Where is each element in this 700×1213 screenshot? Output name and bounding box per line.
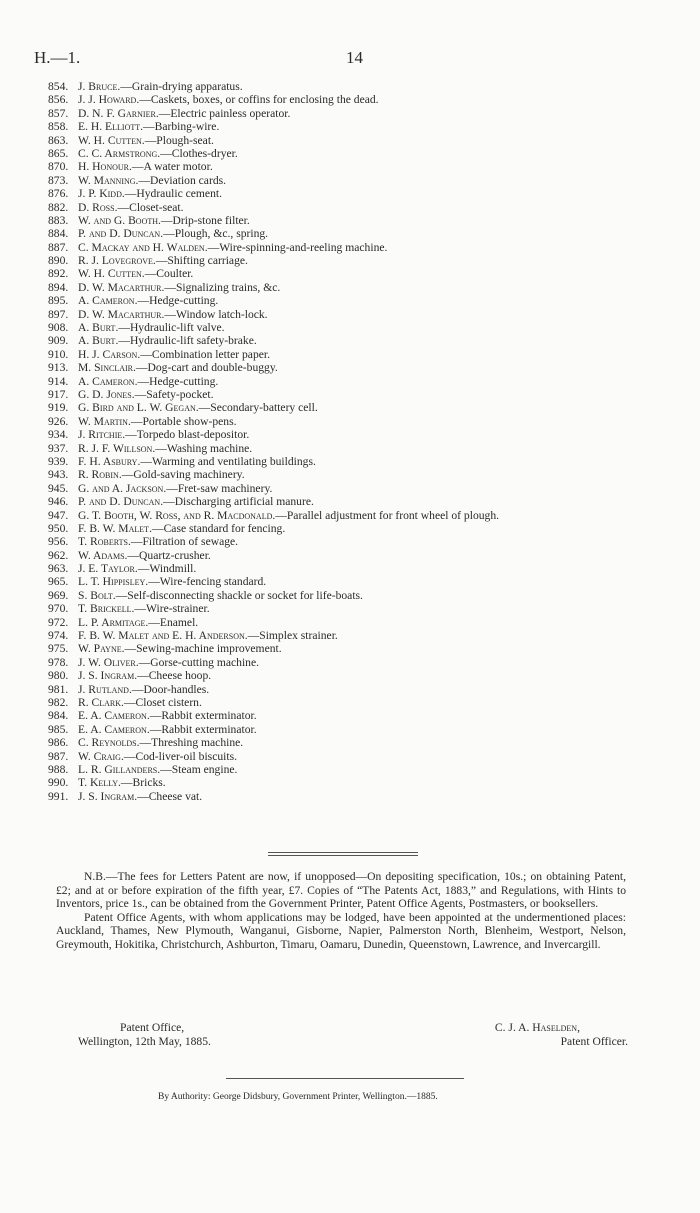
patent-entry	[48, 495, 678, 508]
entry-applicant: P. and D. Duncan	[78, 495, 161, 509]
entry-applicant: H. Honour	[78, 160, 129, 174]
entry-number: 981.	[48, 682, 69, 696]
entry-separator: .—	[118, 776, 133, 790]
entry-number: 987.	[48, 749, 69, 763]
entry-separator: .—	[133, 361, 148, 375]
entry-invention: Secondary-battery cell.	[210, 401, 318, 415]
patent-entry	[48, 93, 678, 106]
footer-rule	[226, 1078, 464, 1079]
entry-applicant: J. Ritchie	[78, 428, 123, 442]
entry-number: 894.	[48, 280, 69, 294]
entry-applicant: T. Roberts	[78, 535, 128, 549]
entry-applicant: J. S. Ingram	[78, 669, 135, 683]
entry-applicant: T. Brickell	[78, 602, 132, 616]
patent-entry	[48, 321, 678, 334]
patent-entry	[48, 535, 678, 548]
patent-entry	[48, 254, 678, 267]
entry-applicant: H. J. Carson	[78, 347, 138, 361]
patent-entry	[48, 147, 678, 160]
entry-invention: Clothes-dryer.	[171, 146, 238, 160]
entry-applicant: R. Clark	[78, 695, 122, 709]
entry-applicant: J. Bruce	[78, 80, 118, 93]
entry-invention: Closet cistern.	[135, 695, 202, 709]
entry-separator: .—	[121, 695, 136, 709]
entry-number: 895.	[48, 294, 69, 308]
entry-invention: Windmill.	[149, 562, 197, 576]
signature-block	[56, 1021, 628, 1051]
patent-entry	[48, 241, 678, 254]
patent-entry	[48, 80, 678, 93]
entry-applicant: L. P. Armitage	[78, 615, 146, 629]
entry-applicant: T. Kelly	[78, 776, 119, 790]
entry-number: 914.	[48, 374, 69, 388]
entry-invention: Wire-spinning-and-reeling machine.	[219, 240, 388, 254]
entry-number: 887.	[48, 240, 69, 254]
entry-separator: .—	[137, 347, 152, 361]
entry-applicant: R. J. Lovegrove	[78, 254, 153, 268]
patent-entry	[48, 227, 678, 240]
entry-invention: Fret-saw machinery.	[177, 481, 273, 495]
entry-separator: .—	[152, 254, 168, 268]
patent-entry	[48, 629, 678, 642]
entry-separator: .—	[160, 495, 175, 509]
entry-invention: Case standard for fencing.	[163, 521, 286, 535]
entry-invention: Coulter.	[156, 267, 194, 281]
entry-separator: .—	[114, 200, 130, 214]
officer-name: C. J. A. Haselden,	[494, 1021, 580, 1034]
entry-invention: Electric painless operator.	[170, 106, 291, 120]
entry-applicant: C. Mackay and H. Walden	[78, 240, 205, 254]
entry-invention: Safety-pocket.	[146, 387, 214, 401]
entry-separator: .—	[122, 428, 137, 442]
entry-applicant: W. Martin	[78, 414, 128, 428]
entry-separator: .—	[134, 669, 149, 683]
entry-separator: .—	[118, 468, 134, 482]
entry-separator: .—	[163, 481, 178, 495]
page-header	[34, 48, 664, 70]
entry-invention: Quartz-crusher.	[139, 548, 211, 562]
patent-entry	[48, 281, 678, 294]
entry-separator: .—	[145, 615, 160, 629]
entry-separator: .—	[146, 709, 162, 723]
entry-applicant: J. W. Oliver	[78, 655, 136, 669]
entry-separator: .—	[158, 213, 173, 227]
entry-separator: .—	[157, 762, 172, 776]
entry-number: 892.	[48, 267, 69, 281]
entry-number: 939.	[48, 454, 69, 468]
patent-entry	[48, 388, 678, 401]
entry-number: 910.	[48, 347, 69, 361]
entry-invention: Door-handles.	[143, 682, 210, 696]
entry-invention: Simplex strainer.	[259, 629, 338, 643]
entry-number: 913.	[48, 361, 69, 375]
entry-number: 965.	[48, 575, 69, 589]
entry-applicant: J. E. Taylor	[78, 562, 135, 576]
patent-entry	[48, 308, 678, 321]
printer-imprint: By Authority: George Didsbury, Government Printer, Wellington.—1885.	[158, 1092, 438, 1102]
patent-entry	[48, 642, 678, 655]
entry-separator: .—	[272, 508, 287, 522]
entry-invention: Hedge-cutting.	[149, 294, 219, 308]
entry-invention: Self-disconnecting shackle or socket for life-boats.	[127, 588, 363, 602]
entry-number: 870.	[48, 160, 69, 174]
entry-invention: Cheese vat.	[148, 789, 203, 803]
patent-entry	[48, 790, 678, 803]
entry-invention: Rabbit exterminator.	[161, 709, 257, 723]
entry-number: 972.	[48, 615, 69, 629]
entry-separator: .—	[161, 307, 176, 321]
entry-applicant: G. and A. Jackson	[78, 481, 164, 495]
entry-separator: .—	[136, 93, 151, 107]
entry-number: 883.	[48, 213, 69, 227]
entry-applicant: J. J. Howard	[78, 93, 137, 107]
entry-number: 908.	[48, 321, 69, 335]
patent-entry	[48, 750, 678, 763]
entry-separator: .—	[141, 267, 157, 281]
patent-entry	[48, 602, 678, 615]
entry-invention: Cheese hoop.	[148, 669, 212, 683]
entry-invention: Window latch-lock.	[175, 307, 268, 321]
entry-number: 943.	[48, 468, 69, 482]
entry-number: 990.	[48, 776, 69, 790]
entry-invention: Gorse-cutting machine.	[150, 655, 260, 669]
entry-number: 865.	[48, 146, 69, 160]
entry-number: 890.	[48, 254, 69, 268]
entry-number: 863.	[48, 133, 69, 147]
notes-section	[56, 870, 626, 952]
entry-applicant: R. J. F. Willson	[78, 441, 153, 455]
entry-separator: .—	[244, 629, 260, 643]
entry-separator: .—	[128, 682, 144, 696]
entry-invention: Portable show-pens.	[142, 414, 237, 428]
entry-number: 956.	[48, 535, 69, 549]
patent-entry	[48, 482, 678, 495]
patent-entry	[48, 267, 678, 280]
entry-applicant: D. Ross	[78, 200, 115, 214]
entry-applicant: W. Adams	[78, 548, 125, 562]
entry-separator: .—	[149, 521, 164, 535]
entry-separator: .—	[135, 655, 151, 669]
entry-number: 873.	[48, 173, 69, 187]
entry-invention: Threshing machine.	[151, 736, 244, 750]
entry-invention: Barbing-wire.	[154, 120, 220, 134]
entry-invention: Steam engine.	[171, 762, 238, 776]
entry-applicant: D. W. Macarthur	[78, 307, 162, 321]
patent-entry	[48, 509, 678, 522]
entry-number: 858.	[48, 120, 69, 134]
patent-entry	[48, 589, 678, 602]
section-divider	[268, 852, 418, 856]
patent-entry	[48, 562, 678, 575]
entry-separator: .—	[155, 106, 171, 120]
entry-applicant: W. and G. Booth	[78, 213, 159, 227]
entry-number: 975.	[48, 642, 69, 656]
entry-applicant: F. H. Asbury	[78, 454, 138, 468]
fees-note: N.B.—The fees for Letters Patent are now, if unopposed—On depositing specification, 10s.; on obtaining Patent, £2; and at or before expiration of the fifth year, £7. Copies of “The Patents Act, 1883,” and Regulations, with Hints to Inventors, price 1s., can be obtained from the Government Printer, Patent Office Agents, Postmasters, or booksellers.	[56, 870, 626, 911]
entry-applicant: W. Manning	[78, 173, 136, 187]
entry-number: 970.	[48, 602, 69, 616]
entry-invention: Rabbit exterminator.	[161, 722, 257, 736]
entry-number: 978.	[48, 655, 69, 669]
patent-entry	[48, 375, 678, 388]
entry-applicant: L. T. Hippisley	[78, 575, 146, 589]
entry-applicant: W. H. Cutten	[78, 267, 142, 281]
entry-invention: Cod-liver-oil biscuits.	[135, 749, 237, 763]
entry-separator: .—	[120, 749, 136, 763]
entry-separator: .—	[134, 374, 150, 388]
entry-separator: .—	[112, 588, 128, 602]
patent-entry	[48, 455, 678, 468]
patent-entry	[48, 656, 678, 669]
patent-entry	[48, 709, 678, 722]
officer-title: Patent Officer.	[560, 1035, 628, 1048]
place-date: Wellington, 12th May, 1885.	[78, 1035, 211, 1048]
entry-number: 969.	[48, 588, 69, 602]
entry-applicant: D. N. F. Garnier	[78, 106, 156, 120]
patent-entry	[48, 334, 678, 347]
entry-number: 876.	[48, 187, 69, 201]
entry-number: 917.	[48, 387, 69, 401]
entry-number: 947.	[48, 508, 69, 522]
entry-separator: .—	[124, 548, 140, 562]
patent-entry	[48, 575, 678, 588]
entry-applicant: G. Bird and L. W. Gegan	[78, 401, 196, 415]
entry-applicant: F. B. W. Malet and E. H. Anderson	[78, 629, 245, 643]
entry-separator: .—	[115, 334, 130, 348]
entry-separator: .—	[127, 535, 143, 549]
entry-invention: Signalizing trains, &c.	[175, 280, 281, 294]
entry-number: 950.	[48, 521, 69, 535]
entry-applicant: W. H. Cutten	[78, 133, 142, 147]
entry-number: 854.	[48, 80, 69, 93]
agents-note: Patent Office Agents, with whom applications may be lodged, have been appointed at the undermentioned places: Auckland, Thames, New Plymouth, Wanganui, Gisborne, Napier, Palmerston North, Blenheim, Westport, Nelson, Greymouth, Hokitika, Christchurch, Ashburton, Timaru, Oamaru, Dunedin, Queenstown, Lawrence, and Invercargill.	[56, 910, 626, 951]
entry-invention: Wire-strainer.	[146, 602, 210, 616]
entry-separator: .—	[136, 736, 152, 750]
entry-invention: Hydraulic-lift valve.	[129, 321, 225, 335]
entry-applicant: A. Cameron	[78, 374, 135, 388]
entry-separator: .—	[134, 789, 149, 803]
entry-invention: Hydraulic-lift safety-brake.	[129, 334, 257, 348]
entry-invention: Drip-stone filter.	[172, 213, 250, 227]
entry-invention: Hedge-cutting.	[149, 374, 219, 388]
entry-number: 857.	[48, 106, 69, 120]
patent-entry	[48, 107, 678, 120]
patent-entry	[48, 361, 678, 374]
patent-entry	[48, 348, 678, 361]
patent-entry	[48, 294, 678, 307]
entry-applicant: F. B. W. Malet	[78, 521, 150, 535]
office-name: Patent Office,	[120, 1021, 185, 1034]
entry-separator: .—	[127, 414, 143, 428]
patent-entry	[48, 549, 678, 562]
entry-number: 984.	[48, 709, 69, 723]
entry-applicant: C. Reynolds	[78, 736, 137, 750]
entry-number: 926.	[48, 414, 69, 428]
entry-separator: .—	[161, 280, 176, 294]
entry-number: 982.	[48, 695, 69, 709]
entry-number: 946.	[48, 495, 69, 509]
entry-separator: .—	[145, 575, 160, 589]
entry-number: 856.	[48, 93, 69, 107]
entry-number: 962.	[48, 548, 69, 562]
patent-entry	[48, 696, 678, 709]
entry-number: 974.	[48, 629, 69, 643]
patent-entry	[48, 120, 678, 133]
entry-invention: A water motor.	[143, 160, 213, 174]
entry-number: 985.	[48, 722, 69, 736]
entry-applicant: A. Cameron	[78, 294, 135, 308]
entry-separator: .—	[152, 441, 167, 455]
entry-separator: .—	[146, 722, 162, 736]
patent-entry	[48, 428, 678, 441]
entry-number: 963.	[48, 562, 69, 576]
entry-number: 882.	[48, 200, 69, 214]
entry-invention: Deviation cards.	[150, 173, 227, 187]
entry-separator: .—	[134, 562, 150, 576]
entry-separator: .—	[195, 401, 211, 415]
entry-applicant: W. Payne	[78, 642, 122, 656]
entry-number: 919.	[48, 401, 69, 415]
entry-applicant: J. S. Ingram	[78, 789, 135, 803]
entry-applicant: W. Craig	[78, 749, 121, 763]
entry-invention: Sewing-machine improvement.	[136, 642, 282, 656]
entry-invention: Shifting carriage.	[167, 254, 248, 268]
entry-invention: Wire-fencing standard.	[159, 575, 267, 589]
entry-applicant: D. W. Macarthur	[78, 280, 162, 294]
entry-invention: Discharging artificial manure.	[174, 495, 314, 509]
patent-entry	[48, 415, 678, 428]
entry-applicant: M. Sinclair	[78, 361, 133, 375]
entry-separator: .—	[121, 642, 137, 656]
entry-number: 991.	[48, 789, 69, 803]
entry-number: 884.	[48, 227, 69, 241]
entry-applicant: J. P. Kidd	[78, 187, 122, 201]
entry-separator: .—	[121, 187, 137, 201]
patent-entry	[48, 187, 678, 200]
entry-separator: .—	[131, 602, 147, 616]
entry-applicant: S. Bolt	[78, 588, 113, 602]
entry-number: 897.	[48, 307, 69, 321]
entry-separator: .—	[129, 160, 144, 174]
entry-invention: Closet-seat.	[129, 200, 184, 214]
entry-invention: Parallel adjustment for front wheel of plough.	[286, 508, 500, 522]
entry-invention: Grain-drying apparatus.	[131, 80, 243, 93]
entry-invention: Gold-saving machinery.	[133, 468, 245, 482]
entry-number: 909.	[48, 334, 69, 348]
entry-applicant: E. A. Cameron	[78, 709, 147, 723]
patent-entry	[48, 616, 678, 629]
entry-applicant: G. D. Jones	[78, 387, 132, 401]
entry-separator: .—	[135, 173, 151, 187]
entry-applicant: E. H. Elliott	[78, 120, 141, 134]
entry-separator: .—	[141, 133, 157, 147]
entry-applicant: P. and D. Duncan	[78, 227, 161, 241]
entry-invention: Plough, &c., spring.	[174, 227, 269, 241]
entry-separator: .—	[134, 294, 150, 308]
patent-entry	[48, 174, 678, 187]
patent-entry	[48, 134, 678, 147]
entry-applicant: E. A. Cameron	[78, 722, 147, 736]
entry-invention: Enamel.	[159, 615, 199, 629]
entry-invention: Washing machine.	[166, 441, 253, 455]
patent-entry	[48, 776, 678, 789]
entry-invention: Hydraulic cement.	[136, 187, 222, 201]
patent-entry	[48, 214, 678, 227]
entry-separator: .—	[115, 321, 130, 335]
entry-number: 945.	[48, 481, 69, 495]
entry-separator: .—	[157, 146, 172, 160]
entry-invention: Warming and ventilating buildings.	[151, 454, 316, 468]
entry-separator: .—	[117, 80, 132, 93]
patent-list	[48, 80, 678, 803]
entry-applicant: C. C. Armstrong	[78, 146, 158, 160]
patent-entry	[48, 442, 678, 455]
patent-entry	[48, 160, 678, 173]
entry-separator: .—	[140, 120, 155, 134]
entry-applicant: L. R. Gillanders	[78, 762, 158, 776]
patent-entry	[48, 723, 678, 736]
entry-number: 980.	[48, 669, 69, 683]
entry-invention: Combination letter paper.	[151, 347, 271, 361]
entry-separator: .—	[204, 240, 220, 254]
entry-invention: Bricks.	[132, 776, 166, 790]
patent-entry	[48, 468, 678, 481]
patent-entry	[48, 763, 678, 776]
entry-invention: Caskets, boxes, or coffins for enclosing the dead.	[150, 93, 379, 107]
entry-invention: Plough-seat.	[156, 133, 214, 147]
entry-invention: Torpedo blast-depositor.	[136, 428, 250, 442]
entry-applicant: R. Robin	[78, 468, 119, 482]
entry-separator: .—	[137, 454, 152, 468]
entry-separator: .—	[131, 387, 147, 401]
patent-entry	[48, 522, 678, 535]
entry-number: 986.	[48, 736, 69, 750]
page-number: 14	[346, 48, 363, 67]
patent-entry	[48, 683, 678, 696]
entry-applicant: A. Burt	[78, 321, 116, 335]
entry-invention: Filtration of sewage.	[142, 535, 239, 549]
document-reference: H.—1.	[34, 48, 81, 67]
entry-number: 937.	[48, 441, 69, 455]
patent-entry	[48, 401, 678, 414]
entry-number: 988.	[48, 762, 69, 776]
entry-applicant: G. T. Booth, W. Ross, and R. Macdonald	[78, 508, 273, 522]
patent-entry	[48, 201, 678, 214]
entry-invention: Dog-cart and double-buggy.	[147, 361, 278, 375]
entry-applicant: J. Rutland	[78, 682, 129, 696]
patent-entry	[48, 669, 678, 682]
entry-separator: .—	[160, 227, 175, 241]
entry-applicant: A. Burt	[78, 334, 116, 348]
patent-entry	[48, 736, 678, 749]
entry-number: 934.	[48, 428, 69, 442]
